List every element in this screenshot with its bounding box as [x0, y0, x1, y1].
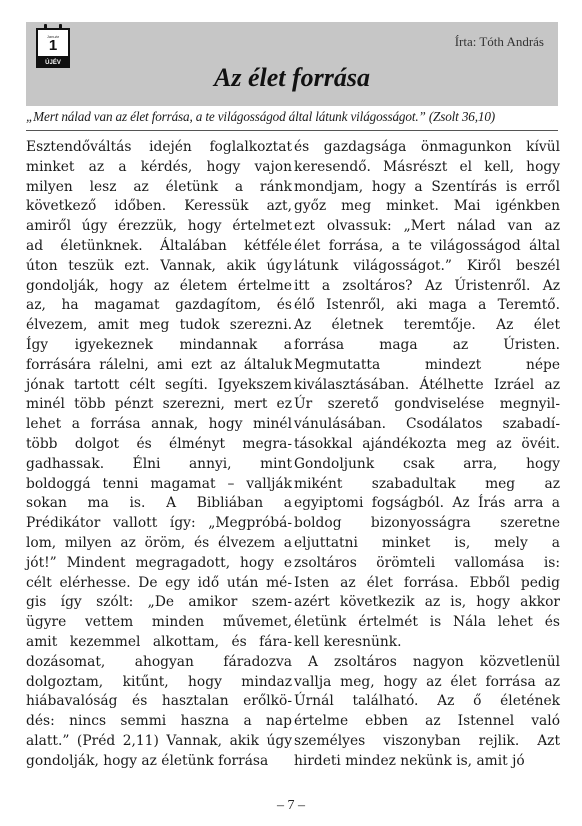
calendar-month: Január [46, 34, 60, 39]
text-line: alatt.” (Préd 2,11) Vannak, akik úgy [26, 732, 292, 749]
text-line: hiábavalóság és hasztalan erőlkö- [26, 693, 292, 710]
text-line: itt a zsoltáros? Az Úristenről. Az [294, 277, 560, 294]
text-line: gis így szólt: „De amikor szem- [26, 594, 292, 611]
text-line: amiről úgy érezzük, hogy értelmet [26, 218, 292, 235]
text-line: gadhassak. Élni annyi, mint [26, 455, 292, 472]
text-line: keresendő. Másrészt el kell, hogy [294, 158, 560, 175]
text-line: Isten az élet forrása. Ebből pedig [294, 574, 560, 591]
text-line: miként szabadultak meg az [294, 475, 560, 492]
text-line: zsoltáros örömteli vallomása is: [294, 554, 560, 571]
text-line: ügyre vettem minden művemet, [26, 614, 292, 631]
text-line: gondolják, hogy az életem értelme [26, 277, 292, 294]
text-line: A zsoltáros nagyon közvetlenül [308, 653, 560, 670]
calendar-caption: ÚJÉV [36, 58, 70, 68]
text-line: értelme ebben az Istennel való [294, 713, 560, 730]
text-line: Az életnek teremtője. Az élet [294, 317, 560, 334]
text-line: úton teszük ezt. Vannak, akik úgy [26, 257, 292, 274]
text-line: kiválasztásában. Átélhette Izráel az [294, 376, 560, 393]
text-line: minél több pénzt szerezni, mert ez [26, 396, 292, 413]
text-line: vánulásában. Csodálatos szabadí- [294, 416, 560, 433]
text-line: és gazdagsága önmagunkon kívül [294, 139, 560, 155]
text-line: lehet a forrása annak, hogy minél [26, 416, 292, 433]
text-line: minket az a kérdés, hogy vajon [26, 158, 292, 175]
text-line: forrása maga az Úristen. [294, 336, 560, 353]
text-line: kell keresnünk. [294, 633, 402, 650]
text-line: Prédikátor vallott így: „Megpróbá- [26, 515, 292, 532]
text-line: vallja meg, hogy az élet forrása az [294, 673, 560, 690]
text-line: Megmutatta mindezt népe [294, 356, 560, 373]
text-line: az, ha magamat gazdagítom, és [26, 297, 292, 314]
text-line: dolgoztam, kitűnt, hogy mindaz [26, 673, 292, 690]
text-line: lom, milyen az öröm, és élvezem a [26, 534, 292, 551]
text-line: egyiptomi fogságból. Az Írás arra a [294, 495, 560, 512]
text-line: látunk világosságot.” Kiről beszél [294, 257, 560, 274]
text-line: győz meg minket. Mai igénkben [294, 198, 560, 215]
text-line: gondolják, hogy az életünk forrása [26, 752, 269, 769]
chapter-header [26, 22, 558, 106]
text-line: Esztendőváltás idején foglalkoztat [26, 139, 292, 155]
text-line: élvezem, amit meg tudok szerezni. [26, 317, 292, 334]
page-number: – 7 – [277, 798, 305, 813]
text-line: Így igyekeznek mindannak a [26, 336, 292, 353]
text-line: eljuttatni minket is, mely a [294, 534, 560, 551]
text-line: boldoggá tenni magamat – vallják [26, 475, 292, 492]
text-line: Úr szerető gondviselése megnyil- [294, 396, 560, 413]
text-line: dés: nincs semmi haszna a nap [26, 713, 292, 730]
calendar-icon [36, 28, 70, 68]
text-line: jót!” Mindent megragadott, hogy e [26, 554, 292, 571]
text-line: személyes viszonyban rejlik. Azt [294, 732, 560, 749]
text-line: boldog bizonyosságra szeretne [294, 515, 560, 532]
calendar-day: 1 [48, 37, 58, 54]
author-line: Írta: Tóth András [454, 34, 544, 49]
text-line: Gondoljunk csak arra, hogy [294, 455, 560, 472]
text-line: milyen lesz az életünk a ránk [26, 178, 292, 195]
text-line: sokan ma is. A Bibliában a [26, 495, 292, 512]
text-line: élő Istenről, aki maga a Teremtő. [294, 297, 560, 314]
right-column [294, 138, 560, 772]
motto-verse: „Mert nálad van az élet forrása, a te világosságod által látunk világosságot.” (Zsolt 36,10) [26, 109, 496, 124]
text-line: ad életünknek. Általában kétféle [26, 237, 292, 254]
text-line: életünk értelmét is Nála lehet és [294, 614, 560, 631]
page-title: Az élet forrása [214, 63, 370, 92]
text-line: tásokkal ajándékozta meg az övéit. [294, 435, 560, 452]
text-line: dozásomat, ahogyan fáradozva [26, 653, 292, 670]
text-line: amit kezemmel alkottam, és fára- [26, 633, 292, 650]
text-line: hirdeti mindez nekünk is, amit jó [294, 752, 525, 769]
text-line: azért következik az is, hogy akkor [294, 594, 560, 611]
text-line: következő időben. Keressük azt, [26, 198, 292, 215]
text-line: élet forrása, a te világosságod által [294, 237, 560, 254]
text-line: Úrnál található. Az ő életének [294, 693, 560, 710]
text-line: ezt olvassuk: „Mert nálad van az [294, 218, 560, 235]
text-line: mondjam, hogy a Szentírás is erről [294, 178, 560, 195]
text-line: több dolgot és élményt megra- [26, 435, 292, 452]
text-line: forrására rálelni, ami ezt az általuk [26, 356, 292, 373]
left-column [26, 138, 292, 772]
divider [26, 130, 558, 131]
text-line: jónak tartott célt segíti. Igyekszem [26, 376, 292, 393]
text-line: célt elérhesse. De egy idő után mé- [26, 574, 292, 591]
